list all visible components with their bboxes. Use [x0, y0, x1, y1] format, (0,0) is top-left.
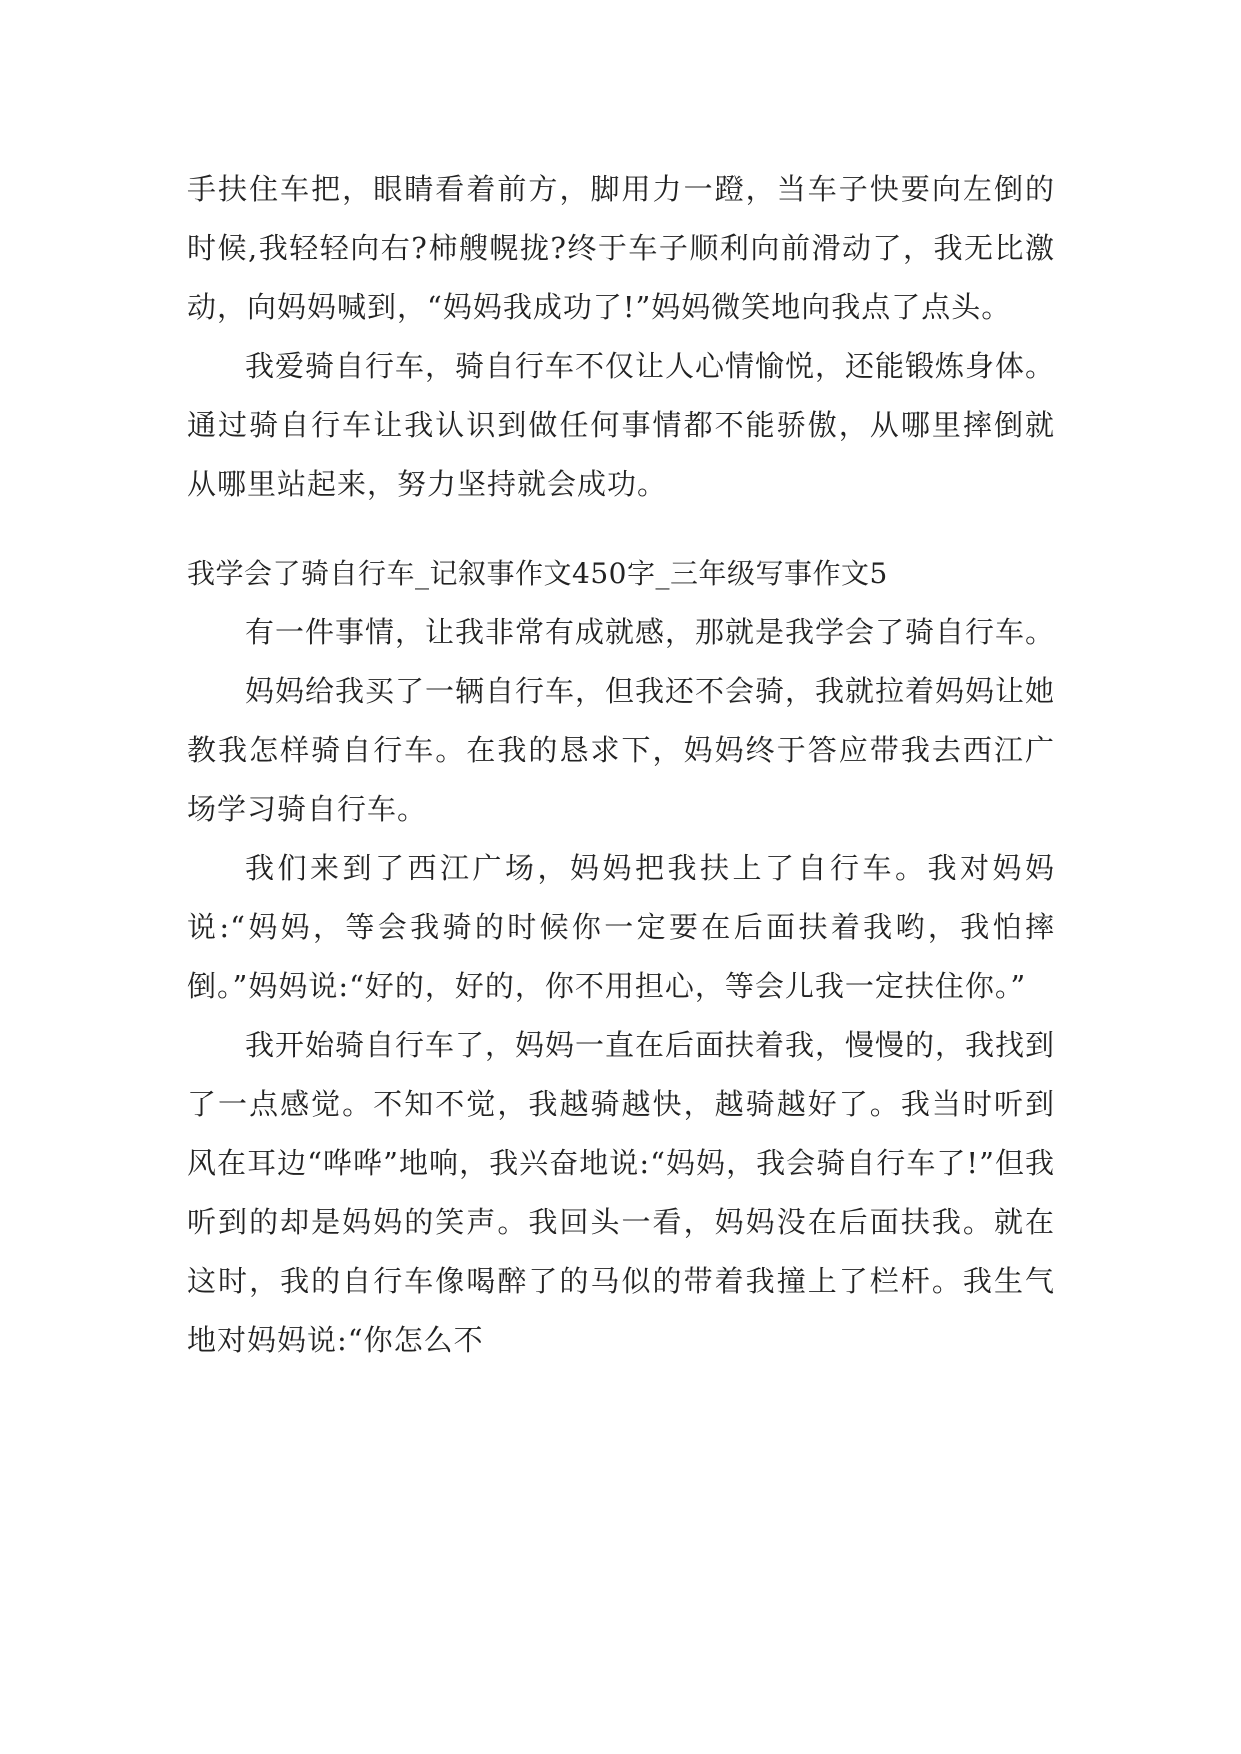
section-title: 我学会了骑自行车_记叙事作文450字_三年级写事作文5 — [187, 557, 888, 590]
paragraph-bike-gift: 妈妈给我买了一辆自行车，但我还不会骑，我就拉着妈妈让她教我怎样骑自行车。在我的恳求下，妈妈终于答应带我去西江广场学习骑自行车。 — [187, 674, 1056, 826]
paragraph-riding: 我开始骑自行车了，妈妈一直在后面扶着我，慢慢的，我找到了一点感觉。不知不觉，我越骑越快，越骑越好了。我当时听到风在耳边“哗哗”地响，我兴奋地说:“妈妈，我会骑自行车了!”但我听到的却是妈妈的笑声。我回头一看，妈妈没在后面扶我。就在这时，我的自行车像喝醉了的马似的带着我撞上了栏杆。我生气地对妈妈说:“你怎么不 — [187, 1028, 1056, 1357]
paragraph-conclusion: 我爱骑自行车，骑自行车不仅让人心情愉悦，还能锻炼身体。通过骑自行车让我认识到做任何事情都不能骄傲，从哪里摔倒就从哪里站起来，努力坚持就会成功。 — [187, 349, 1056, 501]
paragraph-square-arrival: 我们来到了西江广场，妈妈把我扶上了自行车。我对妈妈说:“妈妈，等会我骑的时候你一定要在后面扶着我哟，我怕摔倒。”妈妈说:“好的，好的，你不用担心，等会儿我一定扶住你。” — [187, 851, 1055, 1003]
section-gap — [187, 514, 1055, 544]
paragraph-intro: 有一件事情，让我非常有成就感，那就是我学会了骑自行车。 — [245, 615, 1056, 649]
document-body — [187, 160, 1055, 1370]
paragraph-continuation: 手扶住车把，眼睛看着前方，脚用力一蹬，当车子快要向左倒的时候,我轻轻向右?柿艘幌拢?终于车子顺利向前滑动了，我无比激动，向妈妈喊到，“妈妈我成功了!”妈妈微笑地向我点了点头。 — [187, 172, 1055, 324]
